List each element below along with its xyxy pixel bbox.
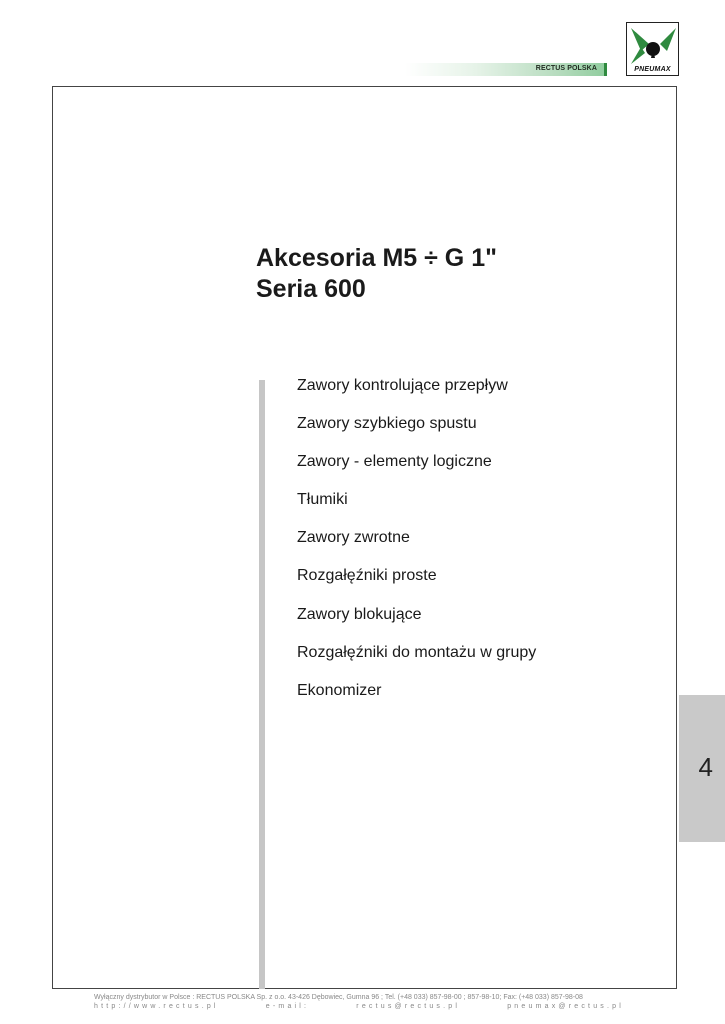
pneumax-logo xyxy=(626,22,679,76)
list-item: Zawory blokujące xyxy=(297,605,422,623)
footer-email-2: pneumax@rectus.pl xyxy=(507,1003,624,1010)
contents-list xyxy=(297,376,536,719)
list-item: Tłumiki xyxy=(297,491,348,509)
title-line-2: Seria 600 xyxy=(256,275,366,303)
footer-website: http://www.rectus.pl xyxy=(94,1003,219,1010)
logo-text: PNEUMAX xyxy=(634,66,671,73)
footer-email-1: rectus@rectus.pl xyxy=(356,1003,461,1010)
section-number: 4 xyxy=(698,752,713,782)
list-item: Rozgałęźniki do montażu w grupy xyxy=(297,643,537,661)
vertical-divider xyxy=(259,380,265,989)
list-item: Ekonomizer xyxy=(297,681,382,699)
page-footer xyxy=(94,993,624,1011)
list-item: Zawory szybkiego spustu xyxy=(297,415,477,433)
footer-email-label: e-mail: xyxy=(265,1003,310,1010)
list-item: Zawory - elementy logiczne xyxy=(297,453,492,471)
page-title xyxy=(256,243,497,305)
list-item: Zawory zwrotne xyxy=(297,529,410,547)
section-tab xyxy=(679,695,725,842)
footer-address: Wyłączny dystrybutor w Polsce : RECTUS POLSKA Sp. z o.o. 43-426 Dębowiec, Gumna 96 ; Tel. (+48 033) 857-98-00 ; 857-98-10; Fax: (+48 033) 857-98-08 xyxy=(94,994,583,1001)
list-item: Zawory kontrolujące przepływ xyxy=(297,377,508,394)
list-item: Rozgałęźniki proste xyxy=(297,567,437,585)
company-label: RECTUS POLSKA xyxy=(535,65,597,72)
header-company-bar xyxy=(405,63,607,76)
title-line-1: Akcesoria M5 ÷ G 1" xyxy=(256,244,497,272)
header-accent-stripe xyxy=(604,63,607,76)
footer-links xyxy=(94,1002,624,1011)
